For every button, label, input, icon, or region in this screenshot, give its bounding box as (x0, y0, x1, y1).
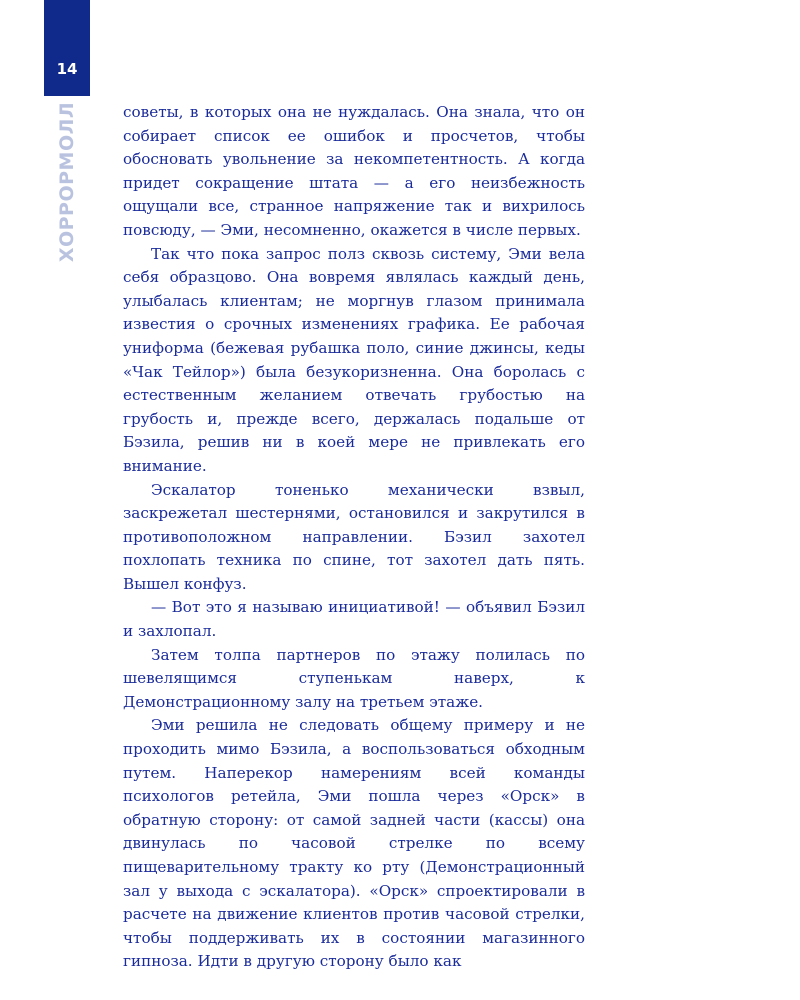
paragraph: Так что пока запрос полз сквозь систему, Эми вела себя образцово. Она вовремя являлась каждый день, улыбалась клиентам; не моргнув глазом принимала известия о срочных изменениях графика. Ее рабочая униформа (бежевая рубашка поло, синие джинсы, кеды «Чак Тейлор») была безукоризненна. Она боролась с естественным желанием отвечать грубостью на грубость и, прежде всего, держалась подальше от Бэзила, решив ни в коей мере не привлекать его внимание. (123, 244, 585, 475)
paragraph: Эскалатор тоненько механически взвыл, заскрежетал шестернями, остановился и закрутился в противоположном направлении. Бэзил захотел похлопать техника по спине, тот захотел дать пять. Вышел конфуз. (123, 480, 585, 593)
paragraph: Эми решила не следовать общему примеру и не проходить мимо Бэзила, а воспользоваться обходным путем. Наперекор намерениям всей команды психологов ретейла, Эми пошла через «Орск» в обратную сторону: от самой задней части (кассы) она двинулась по часовой стрелке по всему пищеварительному тракту ко рту (Демонстрационный зал у выхода с эскалатора). «Орск» спроектировали в расчете на движение клиентов против часовой стрелки, чтобы поддерживать их в состоянии магазинного гипноза. Идти в другую сторону было как (123, 716, 585, 971)
paragraph: советы, в которых она не нуждалась. Она знала, что он собирает список ее ошибок и просчетов, чтобы обосновать увольнение за некомпетентность. А когда придет сокращение штата — а его неизбежность ощущали все, странное напряжение так и вихрилось повсюду, — Эми, несомненно, окажется в числе первых. (123, 103, 585, 239)
paragraph: — Вот это я называю инициативой! — объявил Бэзил и захлопал. (123, 598, 585, 641)
body-text (123, 101, 585, 974)
page-number: 14 (56, 60, 78, 78)
running-head: ХОРРОРМОЛЛ (56, 101, 78, 263)
page-number-tab (44, 0, 90, 96)
paragraph: Затем толпа партнеров по этажу полилась по шевелящимся ступенькам наверх, к Демонстрационному залу на третьем этаже. (123, 645, 585, 711)
